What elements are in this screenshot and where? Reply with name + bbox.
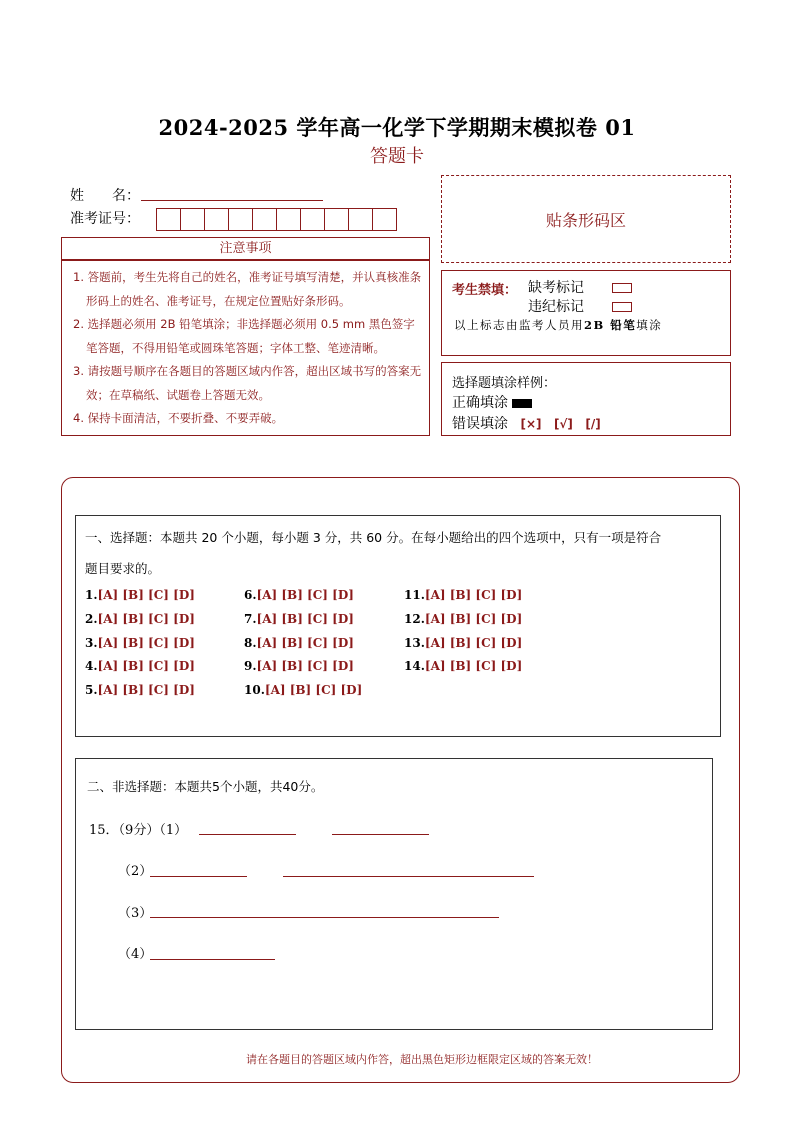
wrong-sample-label: 错误填涂 [452, 416, 508, 432]
choice-question-row[interactable]: 11.[A] [B] [C] [D] [404, 588, 523, 602]
choice-question-row[interactable]: 14.[A] [B] [C] [D] [404, 659, 523, 673]
wrong-sample-row [452, 413, 601, 433]
notice-item: 3. 请按题号顺序在各题目的答题区域内作答，超出区域书写的答案无效；在草稿纸、试题卷上答题无效。 [73, 364, 422, 402]
absent-mark-box[interactable] [612, 283, 632, 293]
choice-question-row[interactable]: 6.[A] [B] [C] [D] [244, 588, 354, 602]
id-digit-box[interactable] [300, 208, 325, 231]
choice-question-row[interactable]: 9.[A] [B] [C] [D] [244, 659, 354, 673]
choice-question-row[interactable]: 13.[A] [B] [C] [D] [404, 636, 523, 650]
violation-mark-box[interactable] [612, 302, 632, 312]
choice-question-row[interactable]: 10.[A] [B] [C] [D] [244, 683, 363, 697]
id-digit-box[interactable] [180, 208, 205, 231]
sub-question-2-label: （2） [118, 864, 153, 879]
answer-blank-15-2b[interactable] [283, 876, 534, 877]
examiner-only-box [441, 270, 731, 356]
name-field[interactable] [141, 200, 323, 201]
page-subtitle: 答题卡 [370, 146, 424, 167]
sub-question-4-label: （4） [118, 947, 153, 962]
barcode-label: 贴条形码区 [545, 210, 626, 230]
correct-sample-row [452, 392, 532, 412]
id-digit-box[interactable] [252, 208, 277, 231]
id-digit-box[interactable] [276, 208, 301, 231]
choice-question-row[interactable]: 12.[A] [B] [C] [D] [404, 612, 523, 626]
barcode-area [441, 175, 731, 263]
sample-title: 选择题填涂样例： [452, 376, 557, 391]
answer-blank-15-4[interactable] [150, 959, 275, 960]
id-label: 准考证号： [70, 211, 140, 227]
choice-question-row[interactable]: 8.[A] [B] [C] [D] [244, 636, 354, 650]
sub-question-3-label: （3） [118, 906, 153, 921]
absent-mark-label: 缺考标记 [528, 280, 584, 296]
correct-fill-mark [512, 399, 532, 408]
choice-question-row[interactable]: 2.[A] [B] [C] [D] [85, 612, 195, 626]
choice-question-row[interactable]: 3.[A] [B] [C] [D] [85, 636, 195, 650]
answer-blank-15-1a[interactable] [199, 834, 296, 835]
notice-item: 4. 保持卡面清洁，不要折叠、不要弄破。 [73, 411, 284, 425]
answer-blank-15-1b[interactable] [332, 834, 429, 835]
notice-heading: 注意事项 [61, 237, 430, 260]
violation-mark-label: 违纪标记 [528, 299, 584, 315]
section-multiple-choice [75, 515, 721, 737]
id-digit-box[interactable] [348, 208, 373, 231]
violation-mark-row [528, 296, 632, 316]
page-title: 2024-2025 学年高一化学下学期期末模拟卷 01 [158, 115, 636, 140]
section-free-response [75, 758, 713, 1030]
section1-intro-line2: 题目要求的。 [85, 561, 161, 576]
id-digit-box[interactable] [372, 208, 397, 231]
forbid-note: 以上标志由监考人员用2B 铅笔填涂 [454, 318, 663, 332]
section2-intro: 二、非选择题：本题共5个小题，共40分。 [87, 779, 324, 794]
wrong-mark-slash: [/] [585, 417, 601, 431]
id-number-boxes[interactable] [156, 208, 396, 231]
wrong-mark-x: [×] [520, 417, 542, 431]
id-digit-box[interactable] [228, 208, 253, 231]
correct-sample-label: 正确填涂 [452, 395, 508, 411]
answer-blank-15-2a[interactable] [150, 876, 247, 877]
choice-question-row[interactable]: 1.[A] [B] [C] [D] [85, 588, 195, 602]
notice-item: 1. 答题前，考生先将自己的姓名，准考证号填写清楚，并认真核准条形码上的姓名、准考证号，在规定位置贴好条形码。 [73, 270, 422, 308]
id-digit-box[interactable] [204, 208, 229, 231]
choice-question-row[interactable]: 4.[A] [B] [C] [D] [85, 659, 195, 673]
id-digit-box[interactable] [324, 208, 349, 231]
id-digit-box[interactable] [156, 208, 181, 231]
footer-warning: 请在各题目的答题区域内作答，超出黑色矩形边框限定区域的答案无效！ [246, 1053, 598, 1066]
choice-question-row[interactable]: 5.[A] [B] [C] [D] [85, 683, 195, 697]
forbid-label: 考生禁填： [452, 283, 518, 298]
name-label: 姓 名： [70, 188, 140, 204]
section1-intro-line1: 一、选择题：本题共 20 个小题，每小题 3 分，共 60 分。在每小题给出的四个选项中，只有一项是符合 [85, 530, 662, 545]
absent-mark-row [528, 277, 632, 297]
choice-question-row[interactable]: 7.[A] [B] [C] [D] [244, 612, 354, 626]
notice-box [61, 260, 430, 436]
fill-sample-box [441, 362, 731, 436]
question-15-label: 15．（9分）（1） [89, 823, 188, 838]
wrong-mark-check: [√] [553, 417, 573, 431]
notice-item: 2. 选择题必须用 2B 铅笔填涂；非选择题必须用 0.5 mm 黑色签字笔答题，不得用铅笔或圆珠笔答题；字体工整、笔迹清晰。 [73, 317, 415, 355]
answer-blank-15-3[interactable] [150, 917, 499, 918]
